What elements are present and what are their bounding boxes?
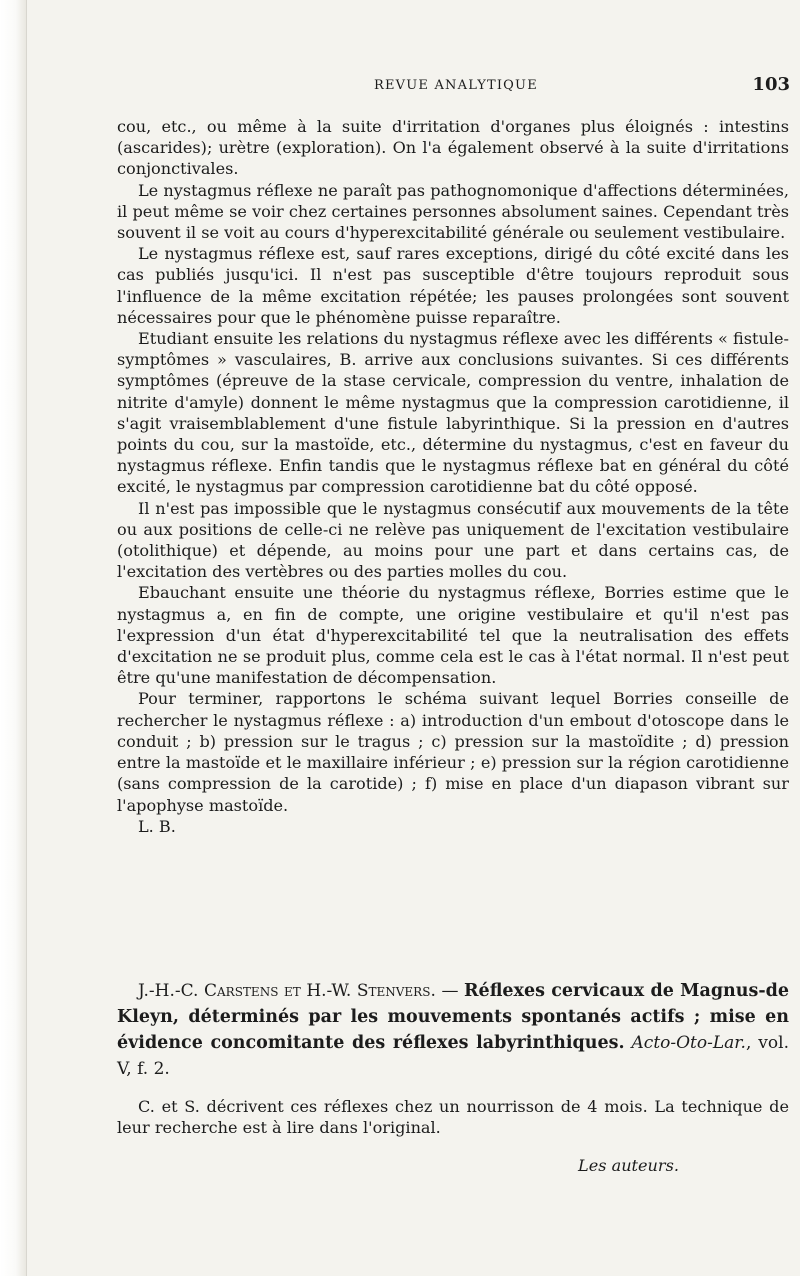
article-review-body [117,116,789,837]
article-authors: J.-H.-C. Carstens et H.-W. Stenvers. [138,981,436,1001]
paragraph: Ebauchant ensuite une théorie du nystagmus réflexe, Borries estime que le nystagmus a, en fin de compte, une origine vestibulaire et qu'il n'est pas l'expression d'un état d'hyperexcitabilité tel que la neutralisation des effets d'excitation ne se produit plus, comme cela est le cas à l'état normal. Il n'est peut être qu'une manifestation de décompensation. [117,583,789,688]
paragraph: cou, etc., ou même à la suite d'irritation d'organes plus éloignés : intestins (ascarides); urètre (exploration). On l'a également observé à la suite d'irritations conjonctivales. [117,117,789,179]
paragraph: Il n'est pas impossible que le nystagmus consécutif aux mouvements de la tête ou aux positions de celle-ci ne relève pas uniquement de l'excitation vestibulaire (otolithique) et dépende, au moins pour une part et dans certains cas, de l'excitation des vertèbres ou des parties molles du cou. [117,498,789,582]
journal-name: Acto-Oto-Lar. [631,1033,746,1053]
review-body: C. et S. décrivent ces réflexes chez un nourrisson de 4 mois. La technique de leur recherche est à lire dans l'original. [117,1097,789,1138]
paragraph: Le nystagmus réflexe est, sauf rares exceptions, dirigé du côté excité dans les cas publiés jusqu'ici. Il n'est pas susceptible d'être toujours reproduit sous l'influence de la même excitation répétée; les pauses prolongées sont souvent nécessaires pour que le phénomène puisse reparaître. [117,244,789,327]
closing-attribution: Les auteurs. [578,1156,679,1176]
heading-dash: — [441,981,459,1001]
article-title: Réflexes cervicaux de Magnus-de Kleyn, déterminés par les mouvements spontanés actifs ; mise en évidence concomitante des réflexes labyrinthiques. [117,981,789,1053]
reviewer-signature: L. B. [138,816,176,836]
running-header [110,74,790,96]
paragraph: Le nystagmus réflexe ne paraît pas pathognomonique d'affections déterminées, il peut même se voir chez certaines personnes absolument saines. Cependant très souvent il se voit au cours d'hyperexcitabilité générale ou seulement vestibulaire. [117,180,789,243]
running-title: REVUE ANALYTIQUE [374,78,538,93]
page-number: 103 [752,74,790,95]
journal-reference: , vol. V, f. 2. [117,1033,789,1079]
second-review [117,978,789,1175]
paragraph: Pour terminer, rapportons le schéma suivant lequel Borries conseille de rechercher le nystagmus réflexe : a) introduction d'un embout d'otoscope dans le conduit ; b) pression sur le tragus ; c) pression sur la mastoïdite ; d) pression entre la mastoïde et le maxillaire inférieur ; e) pression sur la région carotidienne (sans compression de la carotide) ; f) mise en place d'un diapason vibrant sur l'apophyse mastoïde. [117,689,789,815]
paragraph: Etudiant ensuite les relations du nystagmus réflexe avec les différents « fistule-symptômes » vasculaires, B. arrive aux conclusions suivantes. Si ces différents symptômes (épreuve de la stase cervicale, compression du ventre, inhalation de nitrite d'amyle) donnent le même nystagmus que la compression carotidienne, il s'agit vraisemblablement d'une fistule labyrinthique. Si la pression en d'autres points du cou, sur la mastoïde, etc., détermine du nystagmus, c'est en faveur du nystagmus réflexe. Enfin tandis que le nystagmus réflexe bat en général du côté excité, le nystagmus par compression carotidienne bat du côté opposé. [117,329,789,497]
reference-heading [117,978,789,1082]
page-gutter [0,0,26,1276]
